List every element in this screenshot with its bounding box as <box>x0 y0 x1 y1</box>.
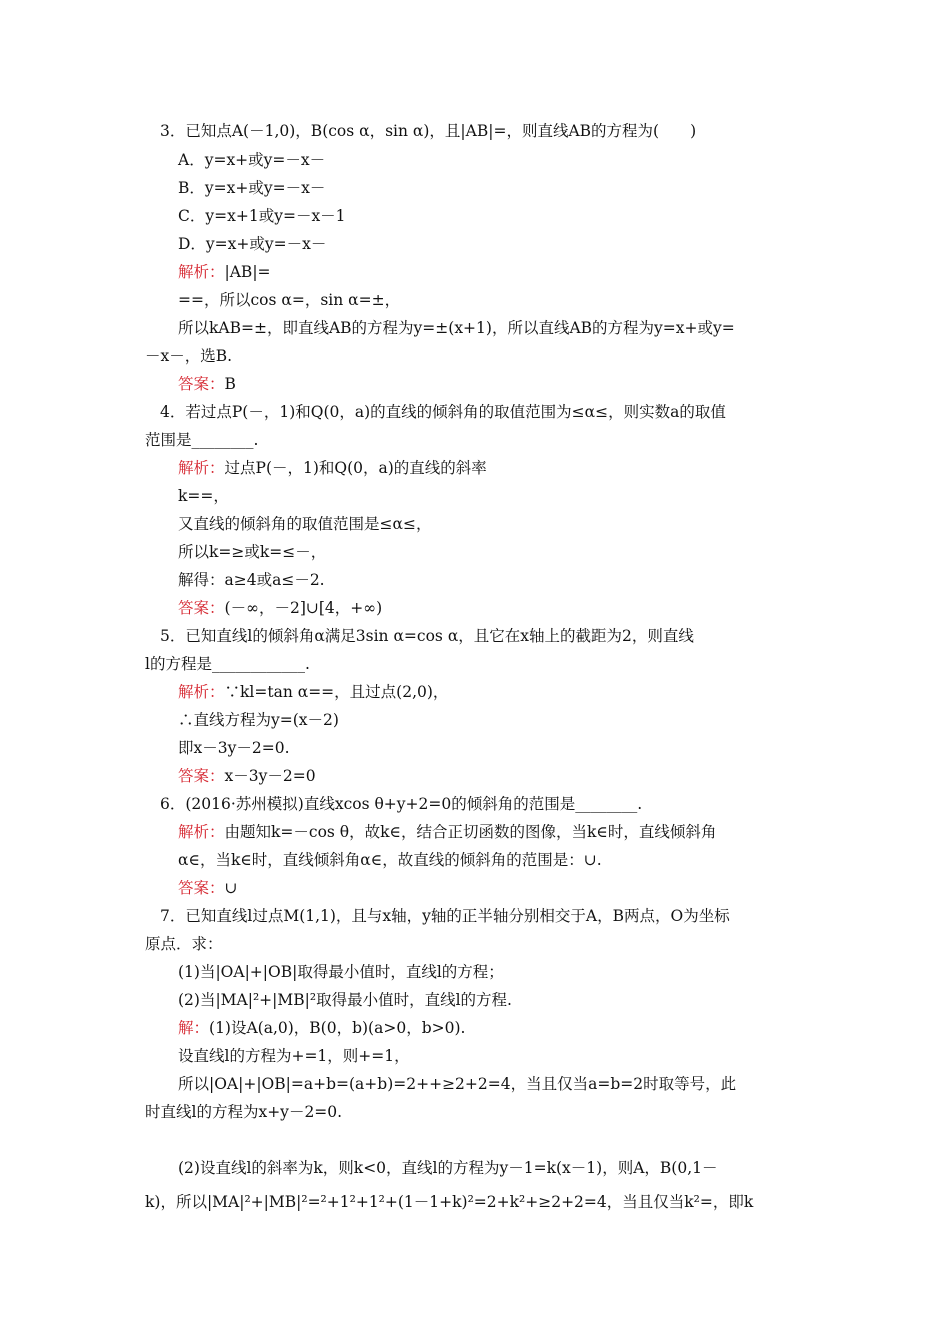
solution-line: －x－，选B. <box>145 347 233 365</box>
solution-line: 所以|OA|+|OB|=a+b=(a+b)=2++≥2+2=4，当且仅当a=b=2时取等号，此 <box>178 1075 737 1093</box>
question-7-part-1: (1)当|OA|+|OB|取得最小值时，直线l的方程； <box>178 963 504 981</box>
solution-label: 解析： <box>178 263 225 281</box>
answer-label: 答案： <box>178 767 225 785</box>
solution-line: k==， <box>178 487 229 505</box>
question-7-part-2: (2)当|MA|²+|MB|²取得最小值时，直线l的方程. <box>178 991 512 1009</box>
solution-line: 又直线的倾斜角的取值范围是≤α≤， <box>178 515 432 533</box>
answer-label: 答案： <box>178 879 225 897</box>
solution-line: ==，所以cos α=，sin α=±， <box>178 291 401 309</box>
question-6: 6．(2016·苏州模拟)直线xcos θ+y+2=0的倾斜角的范围是________. <box>160 795 643 813</box>
option-d: D．y=x+或y=－x－ <box>178 235 327 253</box>
answer-label: 答案： <box>178 375 225 393</box>
answer-line: 答案：B <box>178 375 236 393</box>
answer-line: 答案：∪ <box>178 879 238 897</box>
option-c: C．y=x+1或y=－x－1 <box>178 207 346 225</box>
solution-label: 解析： <box>178 459 225 477</box>
answer-label: 答案： <box>178 599 225 617</box>
question-7: 7．已知直线l过点M(1,1)，且与x轴，y轴的正半轴分别相交于A，B两点，O为坐标 <box>160 907 730 925</box>
solution-line: 解析：∵kl=tan α==，且过点(2,0)， <box>178 683 449 701</box>
solution-line: ∴直线方程为y=(x－2) <box>178 711 339 729</box>
solution-line: 时直线l的方程为x+y－2=0. <box>145 1103 343 1121</box>
solution-line: 解：(1)设A(a,0)，B(0，b)(a>0，b>0). <box>178 1019 466 1037</box>
answer-line: 答案：(－∞，－2]∪[4，+∞) <box>178 599 383 617</box>
solution-line: (2)设直线l的斜率为k，则k<0，直线l的方程为y－1=k(x－1)，则A，B(0,1－ <box>178 1159 718 1177</box>
answer-line: 答案：x－3y－2=0 <box>178 767 316 785</box>
solution-label: 解析： <box>178 823 225 841</box>
option-a: A．y=x+或y=－x－ <box>178 151 326 169</box>
solution-line: 解析：过点P(－，1)和Q(0，a)的直线的斜率 <box>178 459 487 477</box>
solution-line: 设直线l的方程为+=1，则+=1， <box>178 1047 410 1065</box>
solution-label: 解： <box>178 1019 210 1037</box>
solution-line: 解析：由题知k=－cos θ，故k∈，结合正切函数的图像，当k∈时，直线倾斜角 <box>178 823 717 841</box>
option-b: B．y=x+或y=－x－ <box>178 179 326 197</box>
question-5: 5．已知直线l的倾斜角α满足3sin α=cos α，且它在x轴上的截距为2，则直线 <box>160 627 694 645</box>
solution-line: 解析：|AB|= <box>178 263 271 281</box>
solution-line: k)，所以|MA|²+|MB|²=²+1²+1²+(1－1+k)²=2+k²+≥2+2=4，当且仅当k²=，即k <box>145 1193 754 1211</box>
solution-line: 所以k=≥或k=≤－， <box>178 543 327 561</box>
solution-line: 即x－3y－2=0. <box>178 739 290 757</box>
question-3: 3．已知点A(－1,0)，B(cos α，sin α)，且|AB|=，则直线AB的方程为( ) <box>160 122 697 140</box>
solution-line: α∈，当k∈时，直线倾斜角α∈，故直线的倾斜角的范围是：∪. <box>178 851 602 869</box>
solution-line: 所以kAB=±，即直线AB的方程为y=±(x+1)，所以直线AB的方程为y=x+或y= <box>178 319 735 337</box>
question-4: 4．若过点P(－，1)和Q(0，a)的直线的倾斜角的取值范围为≤α≤，则实数a的取值 <box>160 403 726 421</box>
question-4-cont: 范围是________. <box>145 431 259 449</box>
question-7-cont: 原点．求： <box>145 935 223 953</box>
solution-label: 解析： <box>178 683 225 701</box>
solution-line: 解得：a≥4或a≤－2. <box>178 571 325 589</box>
question-5-cont: l的方程是____________. <box>145 655 310 673</box>
